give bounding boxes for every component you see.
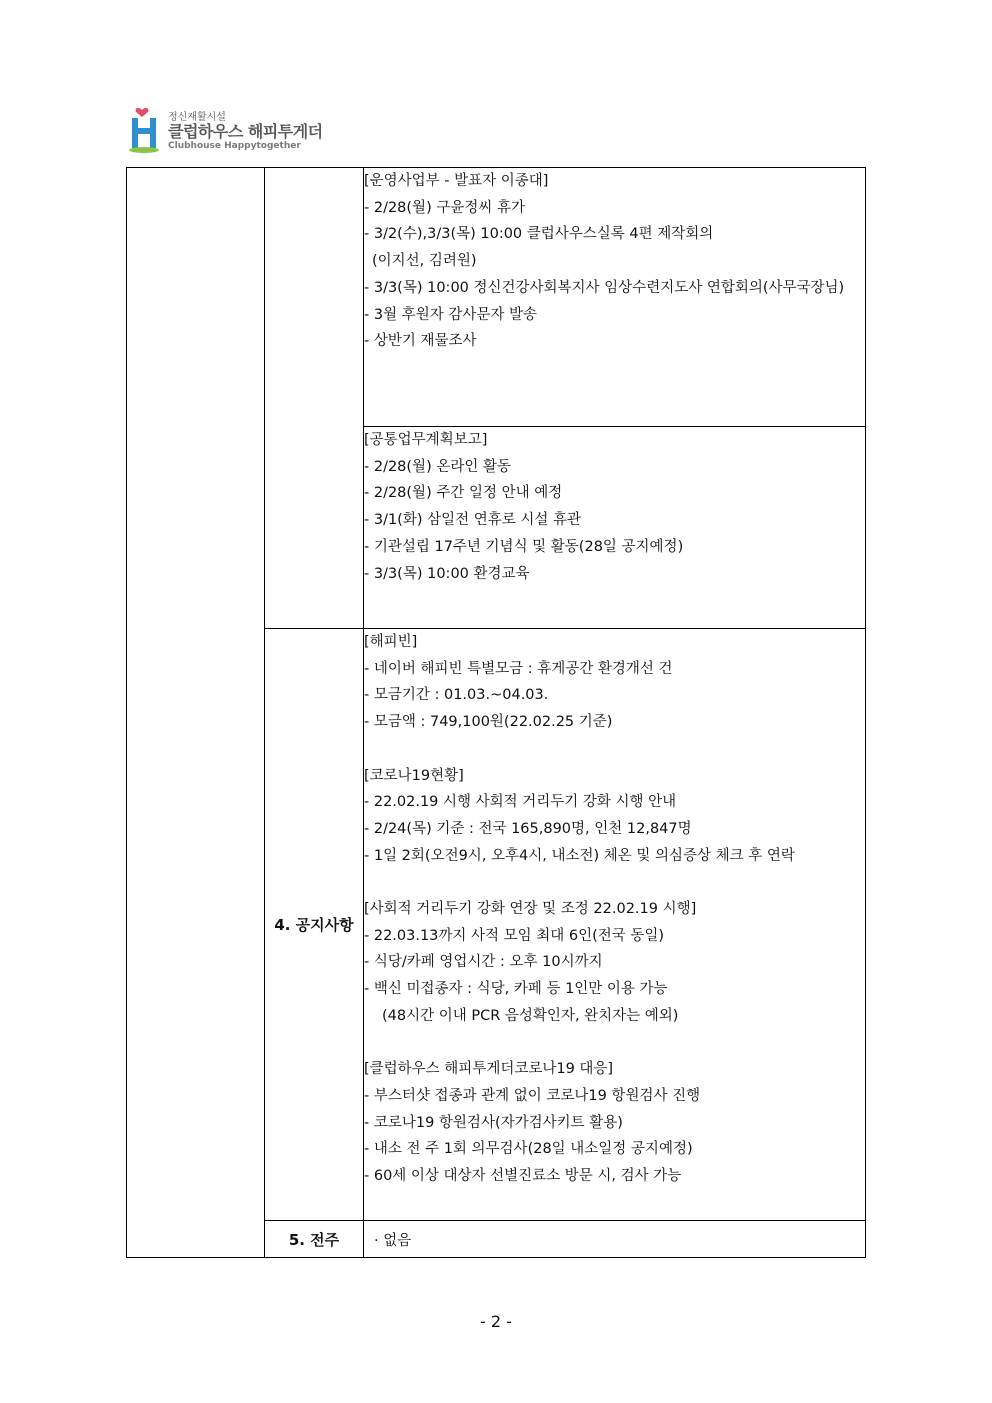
list-item: - 백신 미접종자 : 식당, 카페 등 1인만 이용 가능	[364, 981, 668, 998]
logo-subtitle: 정신재활시설	[168, 112, 226, 123]
logo-title: 클럽하우스 해피투게더	[168, 122, 323, 141]
list-item: - 3/3(목) 10:00 정신건강사회복지사 임상수련지도사 연합회의(사무국장님)	[364, 279, 845, 296]
list-item: - 2/28(월) 온라인 활동	[364, 458, 511, 475]
notice-label: 4. 공지사항	[265, 629, 364, 1221]
list-item: - 모금기간 : 01.03.~04.03.	[364, 687, 549, 704]
list-item: - 부스터샷 접종과 관계 없이 코로나19 항원검사 진행	[364, 1087, 701, 1104]
section-title: [코로나19현황]	[364, 767, 464, 784]
section-title: [공통업무계획보고]	[364, 432, 488, 448]
list-item: - 내소 전 주 1회 의무검사(28일 내소일정 공지예정)	[364, 1141, 693, 1158]
list-item: - 1일 2회(오전9시, 오후4시, 내소전) 체온 및 의심증상 체크 후 연락	[364, 847, 795, 864]
list-item: - 2/28(월) 구윤정씨 휴가	[364, 199, 525, 216]
common-plan-section	[364, 427, 866, 629]
list-item: - 기관설립 17주년 기념식 및 활동(28일 공지예정)	[364, 538, 684, 555]
report-table	[126, 167, 866, 1258]
page-number: - 2 -	[480, 1312, 512, 1331]
empty-left-cell	[127, 168, 265, 1258]
list-item: (48시간 이내 PCR 음성확인자, 완치자는 예외)	[382, 1007, 679, 1024]
list-item: - 3/2(수),3/3(목) 10:00 클럽사우스실록 4편 제작회의	[364, 226, 714, 243]
clubhouse-logo-icon	[128, 104, 166, 154]
logo-english-name: Clubhouse Happytogether	[168, 141, 301, 151]
previous-week-content: · 없음	[364, 1221, 866, 1258]
list-item: - 2/24(목) 기준 : 전국 165,890명, 인천 12,847명	[364, 820, 692, 837]
list-item: - 60세 이상 대상자 선별진료소 방문 시, 검사 가능	[364, 1168, 682, 1185]
list-item: - 22.02.19 시행 사회적 거리두기 강화 시행 안내	[364, 794, 677, 811]
logo	[128, 104, 328, 156]
list-item: - 식당/카페 영업시간 : 오후 10시까지	[364, 954, 603, 971]
section-title: [사회적 거리두기 강화 연장 및 조정 22.02.19 시행]	[364, 901, 697, 917]
operations-section	[364, 168, 866, 427]
notice-section	[364, 629, 866, 1221]
list-item: - 3/1(화) 삼일전 연휴로 시설 휴관	[364, 512, 582, 529]
empty-label-cell	[265, 168, 364, 629]
section-title: [해피빈]	[364, 634, 418, 650]
table-row	[127, 168, 866, 427]
list-item: (이지선, 김려원)	[372, 253, 477, 270]
list-item: - 상반기 재물조사	[364, 333, 477, 350]
list-item: - 3/3(목) 10:00 환경교육	[364, 565, 530, 582]
list-item: - 22.03.13까지 사적 모임 최대 6인(전국 동일)	[364, 927, 665, 944]
list-item: - 코로나19 항원검사(자가검사키트 활용)	[364, 1114, 623, 1131]
list-item: - 2/28(월) 주간 일정 안내 예정	[364, 485, 563, 502]
previous-week-label: 5. 전주	[265, 1221, 364, 1258]
section-title: [클럽하우스 해피투게더코로나19 대응]	[364, 1061, 614, 1078]
list-item: - 네이버 해피빈 특별모금 : 휴게공간 환경개선 건	[364, 660, 673, 677]
list-item: - 모금액 : 749,100원(22.02.25 기준)	[364, 714, 613, 731]
section-title: [운영사업부 - 발표자 이종대]	[364, 173, 549, 189]
list-item: - 3월 후원자 감사문자 발송	[364, 306, 537, 323]
